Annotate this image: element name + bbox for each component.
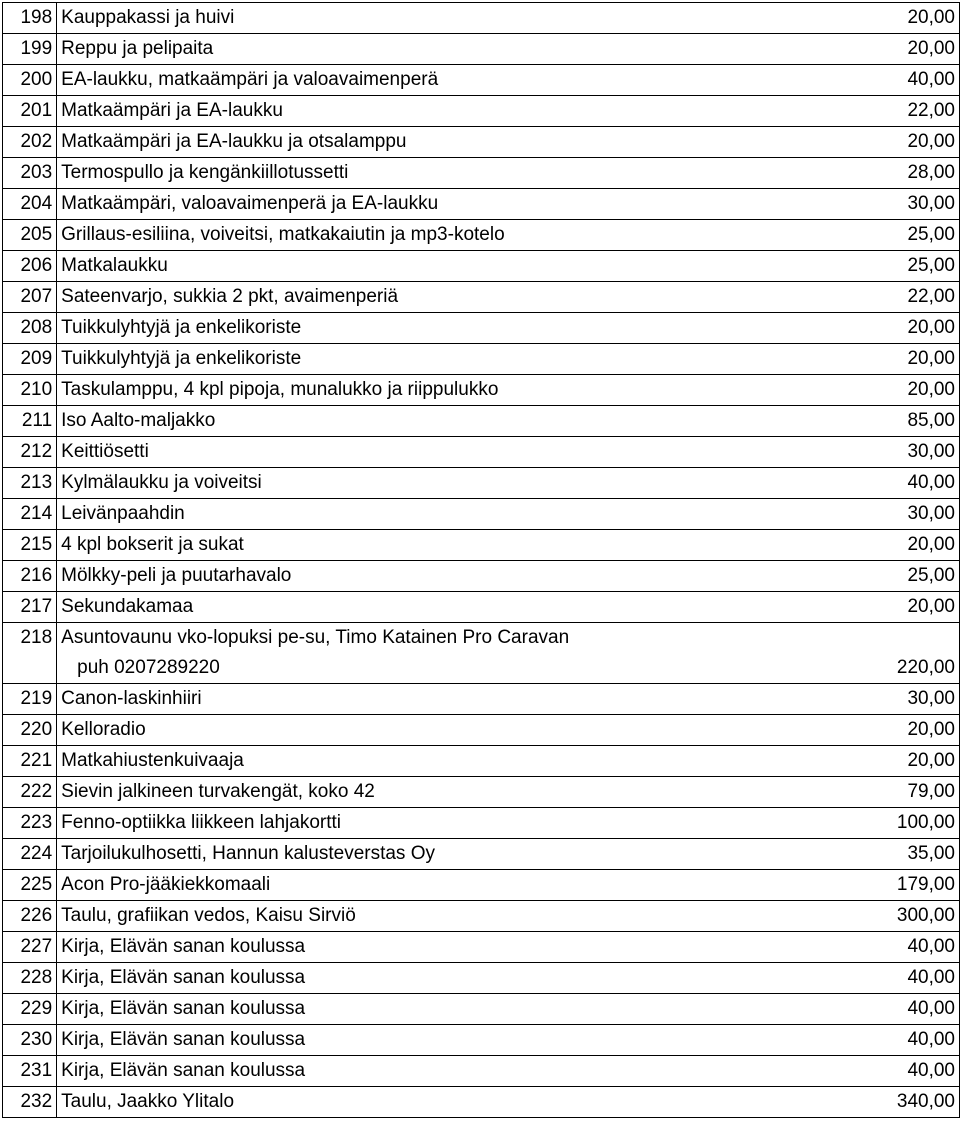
item-description: Mölkky-peli ja puutarhavalo xyxy=(57,561,663,592)
table-row xyxy=(3,220,960,251)
item-price xyxy=(663,623,960,654)
item-number: 226 xyxy=(3,901,57,932)
table-row xyxy=(3,344,960,375)
table-row xyxy=(3,65,960,96)
item-description: Reppu ja pelipaita xyxy=(57,34,663,65)
item-number: 201 xyxy=(3,96,57,127)
table-row xyxy=(3,870,960,901)
item-price: 25,00 xyxy=(663,561,960,592)
item-description: Kirja, Elävän sanan koulussa xyxy=(57,963,663,994)
item-price: 20,00 xyxy=(663,34,960,65)
item-price: 25,00 xyxy=(663,220,960,251)
table-row xyxy=(3,994,960,1025)
item-price: 30,00 xyxy=(663,684,960,715)
item-number: 218 xyxy=(3,623,57,654)
item-price: 20,00 xyxy=(663,592,960,623)
item-price: 40,00 xyxy=(663,994,960,1025)
item-price: 20,00 xyxy=(663,3,960,34)
table-row xyxy=(3,468,960,499)
item-number: 210 xyxy=(3,375,57,406)
item-description: Grillaus-esiliina, voiveitsi, matkakaiutin ja mp3-kotelo xyxy=(57,220,663,251)
item-description: 4 kpl bokserit ja sukat xyxy=(57,530,663,561)
item-description: Kirja, Elävän sanan koulussa xyxy=(57,932,663,963)
item-price: 30,00 xyxy=(663,499,960,530)
item-description: puh 0207289220 xyxy=(57,653,663,684)
item-price: 20,00 xyxy=(663,746,960,777)
table-row xyxy=(3,189,960,220)
item-description: Sievin jalkineen turvakengät, koko 42 xyxy=(57,777,663,808)
table-row xyxy=(3,313,960,344)
item-description: Matkalaukku xyxy=(57,251,663,282)
auction-item-table xyxy=(2,2,960,1118)
item-price: 20,00 xyxy=(663,715,960,746)
item-description: Kelloradio xyxy=(57,715,663,746)
item-price: 30,00 xyxy=(663,437,960,468)
table-row xyxy=(3,623,960,654)
item-number: 221 xyxy=(3,746,57,777)
item-description: Kirja, Elävän sanan koulussa xyxy=(57,1056,663,1087)
item-price: 20,00 xyxy=(663,127,960,158)
item-price: 20,00 xyxy=(663,344,960,375)
item-number: 198 xyxy=(3,3,57,34)
item-description: Asuntovaunu vko-lopuksi pe-su, Timo Katainen Pro Caravan xyxy=(57,623,663,654)
item-price: 85,00 xyxy=(663,406,960,437)
item-description: Kauppakassi ja huivi xyxy=(57,3,663,34)
item-number: 219 xyxy=(3,684,57,715)
item-number: 205 xyxy=(3,220,57,251)
item-description: Taulu, grafiikan vedos, Kaisu Sirviö xyxy=(57,901,663,932)
item-description: Leivänpaahdin xyxy=(57,499,663,530)
table-row xyxy=(3,251,960,282)
item-number: 207 xyxy=(3,282,57,313)
table-row xyxy=(3,34,960,65)
item-number: 229 xyxy=(3,994,57,1025)
table-row xyxy=(3,777,960,808)
table-row xyxy=(3,406,960,437)
item-price: 40,00 xyxy=(663,963,960,994)
item-number: 231 xyxy=(3,1056,57,1087)
item-number: 222 xyxy=(3,777,57,808)
item-number: 214 xyxy=(3,499,57,530)
item-price: 20,00 xyxy=(663,313,960,344)
item-price: 40,00 xyxy=(663,65,960,96)
item-price: 40,00 xyxy=(663,932,960,963)
table-row xyxy=(3,127,960,158)
table-row xyxy=(3,746,960,777)
item-number: 213 xyxy=(3,468,57,499)
item-price: 35,00 xyxy=(663,839,960,870)
item-number: 204 xyxy=(3,189,57,220)
item-number: 228 xyxy=(3,963,57,994)
table-row xyxy=(3,715,960,746)
item-price: 100,00 xyxy=(663,808,960,839)
item-number: 224 xyxy=(3,839,57,870)
table-row xyxy=(3,963,960,994)
item-price: 300,00 xyxy=(663,901,960,932)
item-number: 199 xyxy=(3,34,57,65)
table-row xyxy=(3,932,960,963)
item-description: Taskulamppu, 4 kpl pipoja, munalukko ja riippulukko xyxy=(57,375,663,406)
item-number: 217 xyxy=(3,592,57,623)
item-price: 40,00 xyxy=(663,1025,960,1056)
item-price: 28,00 xyxy=(663,158,960,189)
item-description: Matkaämpäri ja EA-laukku ja otsalamppu xyxy=(57,127,663,158)
table-row xyxy=(3,561,960,592)
item-description: Tuikkulyhtyjä ja enkelikoriste xyxy=(57,313,663,344)
item-description: Sekundakamaa xyxy=(57,592,663,623)
item-number: 212 xyxy=(3,437,57,468)
table-row xyxy=(3,375,960,406)
item-price: 30,00 xyxy=(663,189,960,220)
item-number: 208 xyxy=(3,313,57,344)
item-price: 179,00 xyxy=(663,870,960,901)
table-body xyxy=(3,3,960,1118)
item-price: 40,00 xyxy=(663,468,960,499)
table-row xyxy=(3,437,960,468)
table-row xyxy=(3,3,960,34)
table-row xyxy=(3,282,960,313)
item-description: Kirja, Elävän sanan koulussa xyxy=(57,994,663,1025)
item-number: 203 xyxy=(3,158,57,189)
item-number: 211 xyxy=(3,406,57,437)
table-row xyxy=(3,499,960,530)
item-description: Acon Pro-jääkiekkomaali xyxy=(57,870,663,901)
item-description: Iso Aalto-maljakko xyxy=(57,406,663,437)
table-row xyxy=(3,653,960,684)
item-number: 227 xyxy=(3,932,57,963)
table-row xyxy=(3,158,960,189)
item-price: 22,00 xyxy=(663,282,960,313)
item-number: 200 xyxy=(3,65,57,96)
table-row xyxy=(3,1087,960,1118)
item-price: 22,00 xyxy=(663,96,960,127)
item-description: Keittiösetti xyxy=(57,437,663,468)
item-description: Tuikkulyhtyjä ja enkelikoriste xyxy=(57,344,663,375)
table-row xyxy=(3,96,960,127)
table-row xyxy=(3,839,960,870)
item-number: 220 xyxy=(3,715,57,746)
item-description: Matkahiustenkuivaaja xyxy=(57,746,663,777)
item-price: 40,00 xyxy=(663,1056,960,1087)
item-description: Taulu, Jaakko Ylitalo xyxy=(57,1087,663,1118)
item-description: Canon-laskinhiiri xyxy=(57,684,663,715)
item-description: EA-laukku, matkaämpäri ja valoavaimenperä xyxy=(57,65,663,96)
table-row xyxy=(3,684,960,715)
table-row xyxy=(3,808,960,839)
item-price: 25,00 xyxy=(663,251,960,282)
table-row xyxy=(3,1056,960,1087)
item-price: 340,00 xyxy=(663,1087,960,1118)
item-number: 202 xyxy=(3,127,57,158)
item-number: 209 xyxy=(3,344,57,375)
table-row xyxy=(3,592,960,623)
item-number xyxy=(3,653,57,684)
item-price: 79,00 xyxy=(663,777,960,808)
item-description: Tarjoilukulhosetti, Hannun kalusteverstas Oy xyxy=(57,839,663,870)
item-number: 206 xyxy=(3,251,57,282)
table-row xyxy=(3,901,960,932)
item-number: 223 xyxy=(3,808,57,839)
item-number: 215 xyxy=(3,530,57,561)
item-price: 20,00 xyxy=(663,530,960,561)
item-description: Termospullo ja kengänkiillotussetti xyxy=(57,158,663,189)
item-price: 20,00 xyxy=(663,375,960,406)
item-description: Sateenvarjo, sukkia 2 pkt, avaimenperiä xyxy=(57,282,663,313)
item-description: Fenno-optiikka liikkeen lahjakortti xyxy=(57,808,663,839)
item-number: 216 xyxy=(3,561,57,592)
item-description: Kylmälaukku ja voiveitsi xyxy=(57,468,663,499)
item-number: 232 xyxy=(3,1087,57,1118)
item-description: Matkaämpäri, valoavaimenperä ja EA-laukku xyxy=(57,189,663,220)
item-number: 230 xyxy=(3,1025,57,1056)
table-row xyxy=(3,530,960,561)
item-description: Kirja, Elävän sanan koulussa xyxy=(57,1025,663,1056)
item-price: 220,00 xyxy=(663,653,960,684)
item-description: Matkaämpäri ja EA-laukku xyxy=(57,96,663,127)
item-number: 225 xyxy=(3,870,57,901)
table-row xyxy=(3,1025,960,1056)
